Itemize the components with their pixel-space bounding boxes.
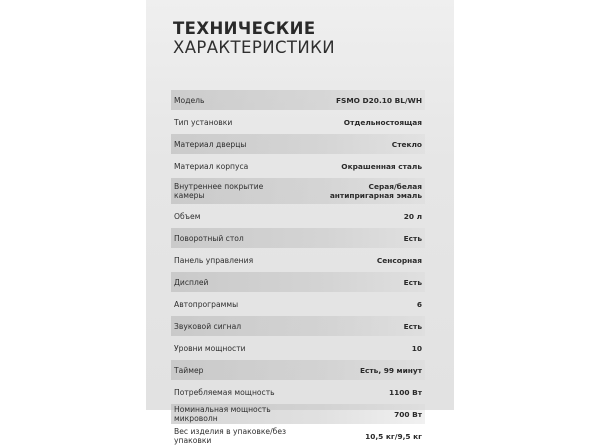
spec-label: Поворотный стол — [174, 233, 244, 243]
spec-value: 20 л — [403, 211, 422, 221]
spec-label: Дисплей — [174, 277, 209, 287]
spec-row-display — [171, 272, 425, 292]
spec-value: Есть — [403, 321, 422, 331]
spec-row-door-material — [171, 134, 425, 154]
spec-row-auto-programs — [171, 294, 425, 314]
spec-label: Материал дверцы — [174, 139, 247, 149]
spec-label: Звуковой сигнал — [174, 321, 242, 331]
spec-value: Окрашенная сталь — [341, 161, 422, 171]
spec-value: 10,5 кг/9,5 кг — [365, 431, 422, 441]
spec-row-turntable — [171, 228, 425, 248]
spec-label: Номинальная мощность микроволн — [174, 405, 271, 423]
spec-label: Потребляемая мощность — [174, 387, 275, 397]
spec-value: 700 Вт — [394, 409, 422, 419]
spec-value: Сенсорная — [376, 255, 422, 265]
spec-row-install-type — [171, 112, 425, 132]
spec-label: Панель управления — [174, 255, 254, 265]
spec-label: Объем — [174, 211, 201, 221]
page-subtitle: ХАРАКТЕРИСТИКИ — [173, 38, 335, 57]
spec-value: 1100 Вт — [388, 387, 422, 397]
spec-label: Модель — [174, 95, 205, 105]
spec-card — [146, 0, 454, 445]
spec-value: Есть — [403, 233, 422, 243]
spec-value: Есть, 99 минут — [359, 365, 422, 375]
spec-label: Автопрограммы — [174, 299, 239, 309]
spec-row-body-material — [171, 156, 425, 176]
spec-label: Материал корпуса — [174, 161, 249, 171]
spec-value: Серая/белая антипригарная эмаль — [329, 182, 422, 200]
spec-row-power-consumption — [171, 382, 425, 402]
spec-value: Стекло — [391, 139, 422, 149]
spec-row-sound-signal — [171, 316, 425, 336]
spec-value: Отдельностоящая — [343, 117, 422, 127]
spec-value: 6 — [416, 299, 422, 309]
spec-row-timer — [171, 360, 425, 380]
spec-label: Тип установки — [174, 117, 233, 127]
spec-row-interior-coating — [171, 178, 425, 204]
spec-row-microwave-power — [171, 404, 425, 424]
page-title: ТЕХНИЧЕСКИЕ — [173, 19, 316, 38]
spec-label: Внутреннее покрытие камеры — [174, 182, 264, 200]
spec-label: Вес изделия в упаковке/без упаковки — [174, 427, 287, 445]
spec-label: Таймер — [174, 365, 204, 375]
spec-row-volume — [171, 206, 425, 226]
spec-value: 10 — [411, 343, 422, 353]
spec-row-control-panel — [171, 250, 425, 270]
spec-row-weight — [171, 426, 425, 446]
spec-row-power-levels — [171, 338, 425, 358]
spec-label: Уровни мощности — [174, 343, 246, 353]
spec-table — [171, 90, 425, 448]
spec-value: Есть — [403, 277, 422, 287]
spec-value: FSMO D20.10 BL/WH — [335, 95, 422, 105]
spec-row-model — [171, 90, 425, 110]
